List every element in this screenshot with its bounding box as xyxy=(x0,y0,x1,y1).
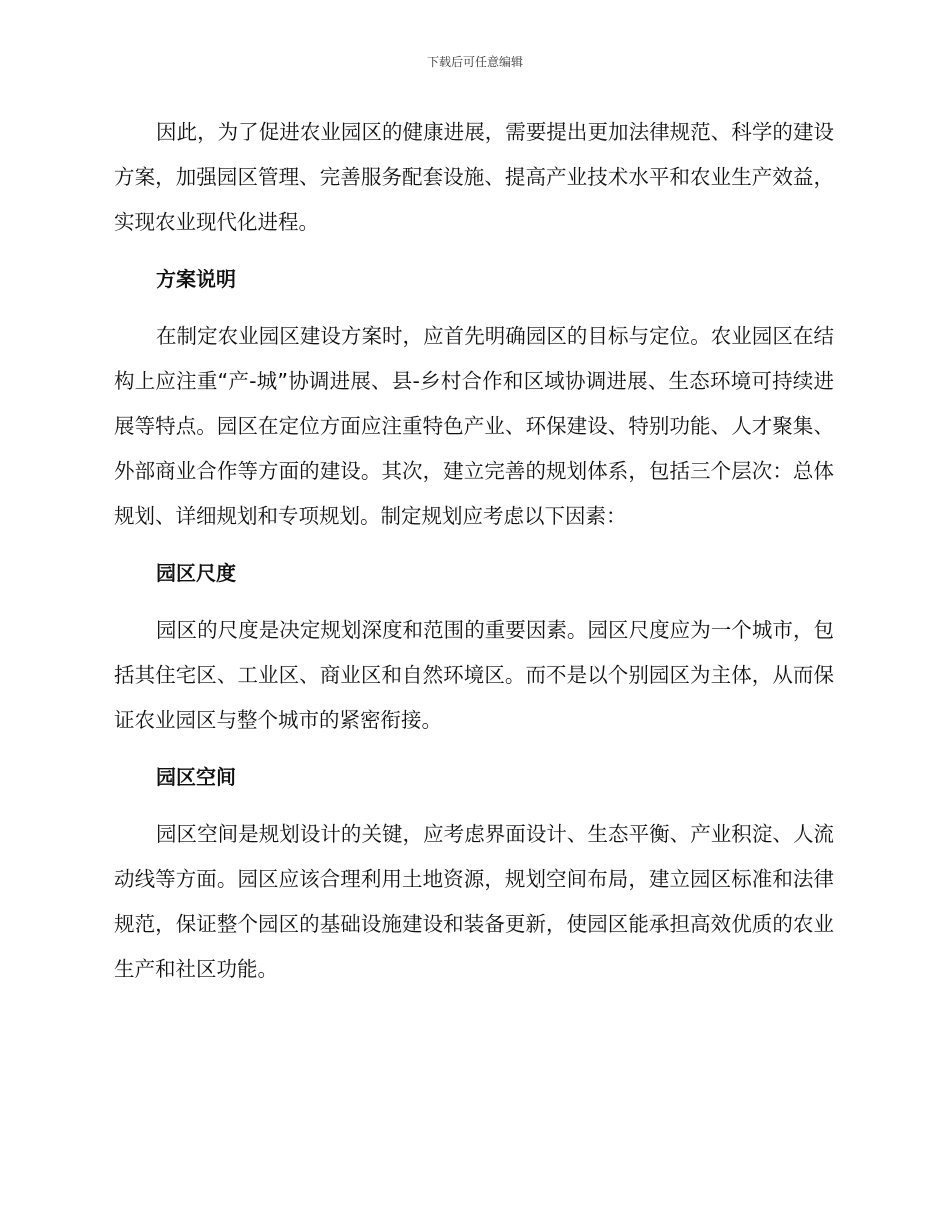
section-gap xyxy=(114,743,834,755)
heading-park-space: 园区空间 xyxy=(156,765,236,789)
paragraph-plan-description: 在制定农业园区建设方案时，应首先明确园区的目标与定位。农业园区在结构上应注重“产-城”协调进展、县-乡村合作和区域协调进展、生态环境可持续进展等特点。园区在定位方面应注重特色产业、环保建设、特别功能、人才聚集、外部商业合作等方面的建设。其次，建立完善的规划体系，包括三个层次：总体规划、详细规划和专项规划。制定规划应考虑以下因素： xyxy=(114,324,834,528)
page-header: 下载后可任意编辑 xyxy=(426,55,523,69)
paragraph-park-space: 园区空间是规划设计的关键，应考虑界面设计、生态平衡、产业积淀、人流动线等方面。园区应该合理利用土地资源，规划空间布局，建立园区标准和法律规范，保证整个园区的基础设施建设和装备更新，使园区能承担高效优质的农业生产和社区功能。 xyxy=(114,822,834,981)
paragraph-park-scale: 园区的尺度是决定规划深度和范围的重要因素。园区尺度应为一个城市，包括其住宅区、工业区、商业区和自然环境区。而不是以个别园区为主体，从而保证农业园区与整个城市的紧密衔接。 xyxy=(114,618,834,732)
paragraph-intro: 因此，为了促进农业园区的健康进展，需要提出更加法律规范、科学的建设方案，加强园区管理、完善服务配套设施、提高产业技术水平和农业生产效益，实现农业现代化进程。 xyxy=(114,120,834,234)
section-gap xyxy=(114,800,834,812)
section-gap xyxy=(114,596,834,608)
section-gap xyxy=(114,302,834,314)
heading-plan-description: 方案说明 xyxy=(156,267,236,291)
heading-park-scale: 园区尺度 xyxy=(156,561,236,585)
document-body xyxy=(114,110,834,992)
section-gap xyxy=(114,245,834,257)
section-gap xyxy=(114,539,834,551)
